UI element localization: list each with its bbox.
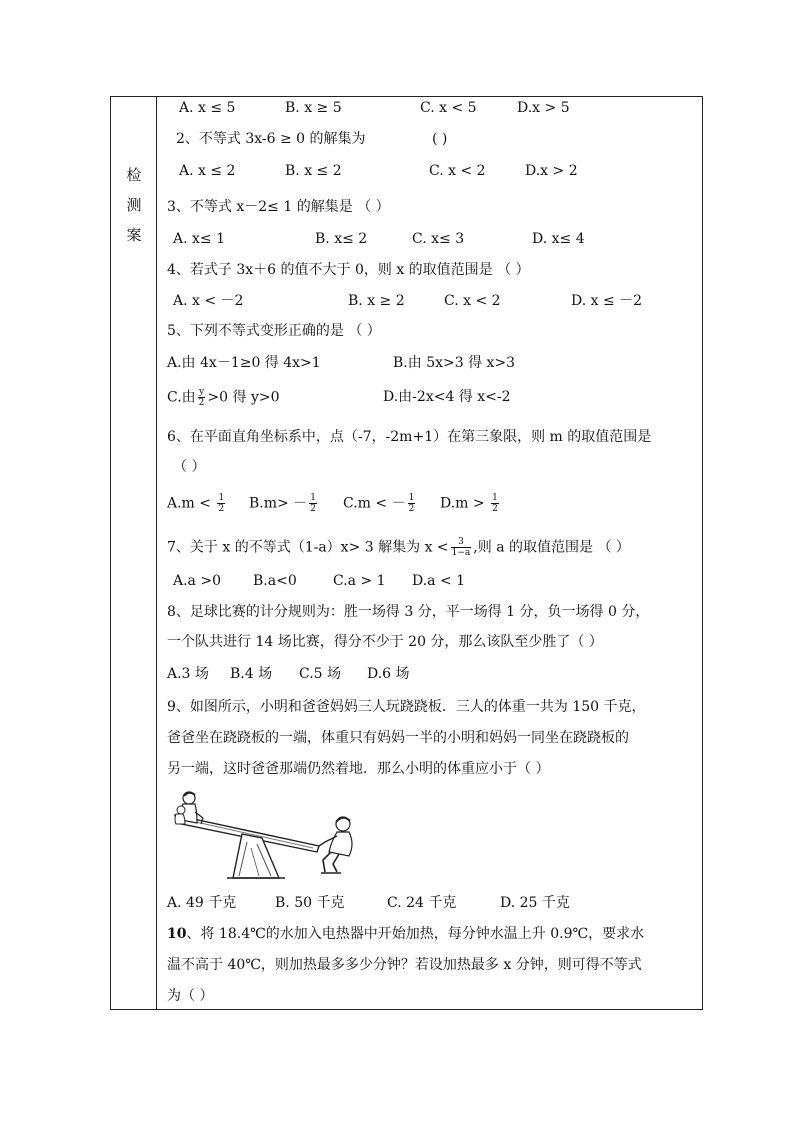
fraction-denominator: 2 (492, 504, 498, 514)
seesaw-illustration (167, 790, 367, 885)
q7-option-d: D.a < 1 (412, 573, 466, 589)
q6-option-c (343, 493, 417, 514)
q8-option-c: C.5 场 (299, 666, 342, 682)
q6-option-a (167, 493, 227, 514)
q7-stem (167, 537, 630, 558)
q4-option-b: B. x ≥ 2 (348, 293, 405, 309)
q9-line2: 爸爸坐在跷跷板的一端，体重只有妈妈一半的小明和妈妈一同坐在跷跷板的 (167, 730, 629, 746)
q2-stem-text: 2、不等式 3x-6 ≥ 0 的解集为 (176, 131, 366, 147)
fraction-numerator: 1 (218, 493, 225, 503)
q7-option-a: A.a >0 (173, 573, 221, 589)
q3-option-b: B. x≤ 2 (315, 231, 368, 247)
q5-option-c-prefix: C.由 (167, 389, 196, 406)
q8-line2: 一个队共进行 14 场比赛，得分不少于 20 分，那么该队至少胜了（ ） (167, 634, 603, 650)
q9-line1: 9、如图所示，小明和爸爸妈妈三人玩跷跷板．三人的体重一共为 150 千克， (167, 699, 646, 715)
q10-line1-text: 、将 18.4℃的水加入电热器中开始加热，每分钟水温上升 0.9℃，要求水 (186, 926, 645, 942)
q8-option-a: A.3 场 (167, 666, 209, 682)
q6-option-a-fraction (217, 493, 225, 514)
q1-option-b: B. x ≥ 5 (285, 100, 342, 116)
q6-option-c-fraction (408, 493, 416, 514)
section-label-char: 案 (126, 226, 142, 244)
q6-option-b (249, 493, 319, 514)
fraction-numerator: 1 (310, 493, 316, 503)
q10-line1 (167, 924, 644, 944)
q5-option-c (167, 387, 280, 408)
q5-fraction (198, 387, 206, 408)
q6-option-d-prefix: D.m > (440, 495, 490, 512)
q4-stem: 4、若式子 3x＋6 的值不大于 0，则 x 的取值范围是 （ ） (167, 262, 530, 278)
q6-option-c-prefix: C.m < － (343, 495, 406, 512)
q8-line1: 8、足球比赛的计分规则为：胜一场得 3 分，平一场得 1 分，负一场得 0 分， (167, 604, 650, 620)
fraction-denominator: 2 (218, 504, 225, 514)
fraction-denominator: 2 (408, 504, 415, 514)
q5-fraction-denominator: 2 (198, 398, 205, 408)
q7-fraction-numerator: 3 (451, 537, 472, 548)
child-body (175, 814, 185, 824)
father-leg (323, 852, 331, 872)
q8-option-d: D.6 场 (367, 666, 410, 682)
q5-option-c-suffix: >0 得 y>0 (207, 389, 280, 406)
q6-option-d-fraction (491, 493, 499, 514)
q10-line2: 温不高于 40℃，则加热最多多少分钟？若设加热最多 x 分钟，则可得不等式 (167, 957, 642, 973)
q3-option-d: D. x≤ 4 (532, 231, 585, 247)
fraction-denominator: 2 (310, 504, 316, 514)
q10-number: 10 (167, 926, 187, 942)
q5-option-b: B.由 5x>3 得 x>3 (393, 355, 516, 371)
q6-stem: 6、在平面直角坐标系中，点（-7，-2m+1）在第三象限，则 m 的取值范围是 (167, 429, 652, 445)
father-leg (333, 854, 339, 872)
q6-answer-paren: （ ） (173, 459, 206, 475)
q7-stem-suffix: ,则 a 的取值范围是 （ ） (473, 539, 630, 556)
q2-stem (176, 129, 447, 149)
section-label-char: 检 (126, 166, 142, 184)
q6-option-b-fraction (309, 493, 317, 514)
worksheet-table (110, 96, 703, 1010)
q10-line3: 为（ ） (167, 988, 214, 1004)
q5-option-d: D.由-2x<4 得 x<-2 (383, 389, 511, 405)
q8-option-b: B.4 场 (230, 666, 273, 682)
fraction-numerator: 1 (492, 493, 498, 503)
q9-line3: 另一端，这时爸爸那端仍然着地．那么小明的体重应小于（ ） (167, 761, 550, 777)
q1-option-c: C. x < 5 (420, 100, 477, 116)
q2-answer-paren: ( ) (432, 131, 448, 147)
q1-option-a: A. x ≤ 5 (179, 100, 236, 116)
q5-option-a: A.由 4x－1≥0 得 4x>1 (167, 355, 321, 371)
q3-option-a: A. x≤ 1 (173, 231, 225, 247)
q7-option-c: C.a > 1 (333, 573, 386, 589)
fraction-numerator: 1 (408, 493, 415, 503)
q1-option-d: D.x > 5 (517, 100, 570, 116)
father-body (329, 832, 352, 856)
q6-option-b-prefix: B.m> － (249, 495, 308, 512)
section-label-char: 测 (126, 196, 142, 214)
q2-option-b: B. x ≤ 2 (285, 163, 342, 179)
q3-stem: 3、不等式 x－2≤ 1 的解集是 （ ） (167, 199, 390, 215)
q7-fraction (451, 537, 472, 558)
section-label (111, 160, 157, 250)
q4-option-a: A. x < －2 (173, 293, 244, 309)
q4-option-c: C. x < 2 (444, 293, 501, 309)
q9-option-c: C. 24 千克 (387, 895, 457, 911)
q3-option-c: C. x≤ 3 (412, 231, 465, 247)
q5-stem: 5、下列不等式变形正确的是 （ ） (167, 323, 381, 339)
q9-option-b: B. 50 千克 (275, 895, 345, 911)
q9-option-a: A. 49 千克 (167, 895, 237, 911)
q5-fraction-numerator: y (198, 387, 205, 397)
q2-option-c: C. x < 2 (429, 163, 486, 179)
q4-option-d: D. x ≤ －2 (571, 293, 643, 309)
q7-option-b: B.a<0 (253, 573, 297, 589)
child-head (177, 806, 185, 814)
q7-stem-prefix: 7、关于 x 的不等式（1-a）x> 3 解集为 x < (167, 539, 449, 556)
q2-option-d: D.x > 2 (525, 163, 578, 179)
q2-option-a: A. x ≤ 2 (179, 163, 236, 179)
q6-option-d (440, 493, 501, 514)
q6-option-a-prefix: A.m < (167, 495, 216, 512)
q9-option-d: D. 25 千克 (500, 895, 570, 911)
section-label-cell (111, 97, 157, 1009)
q7-fraction-denominator: 1−a (451, 548, 471, 558)
